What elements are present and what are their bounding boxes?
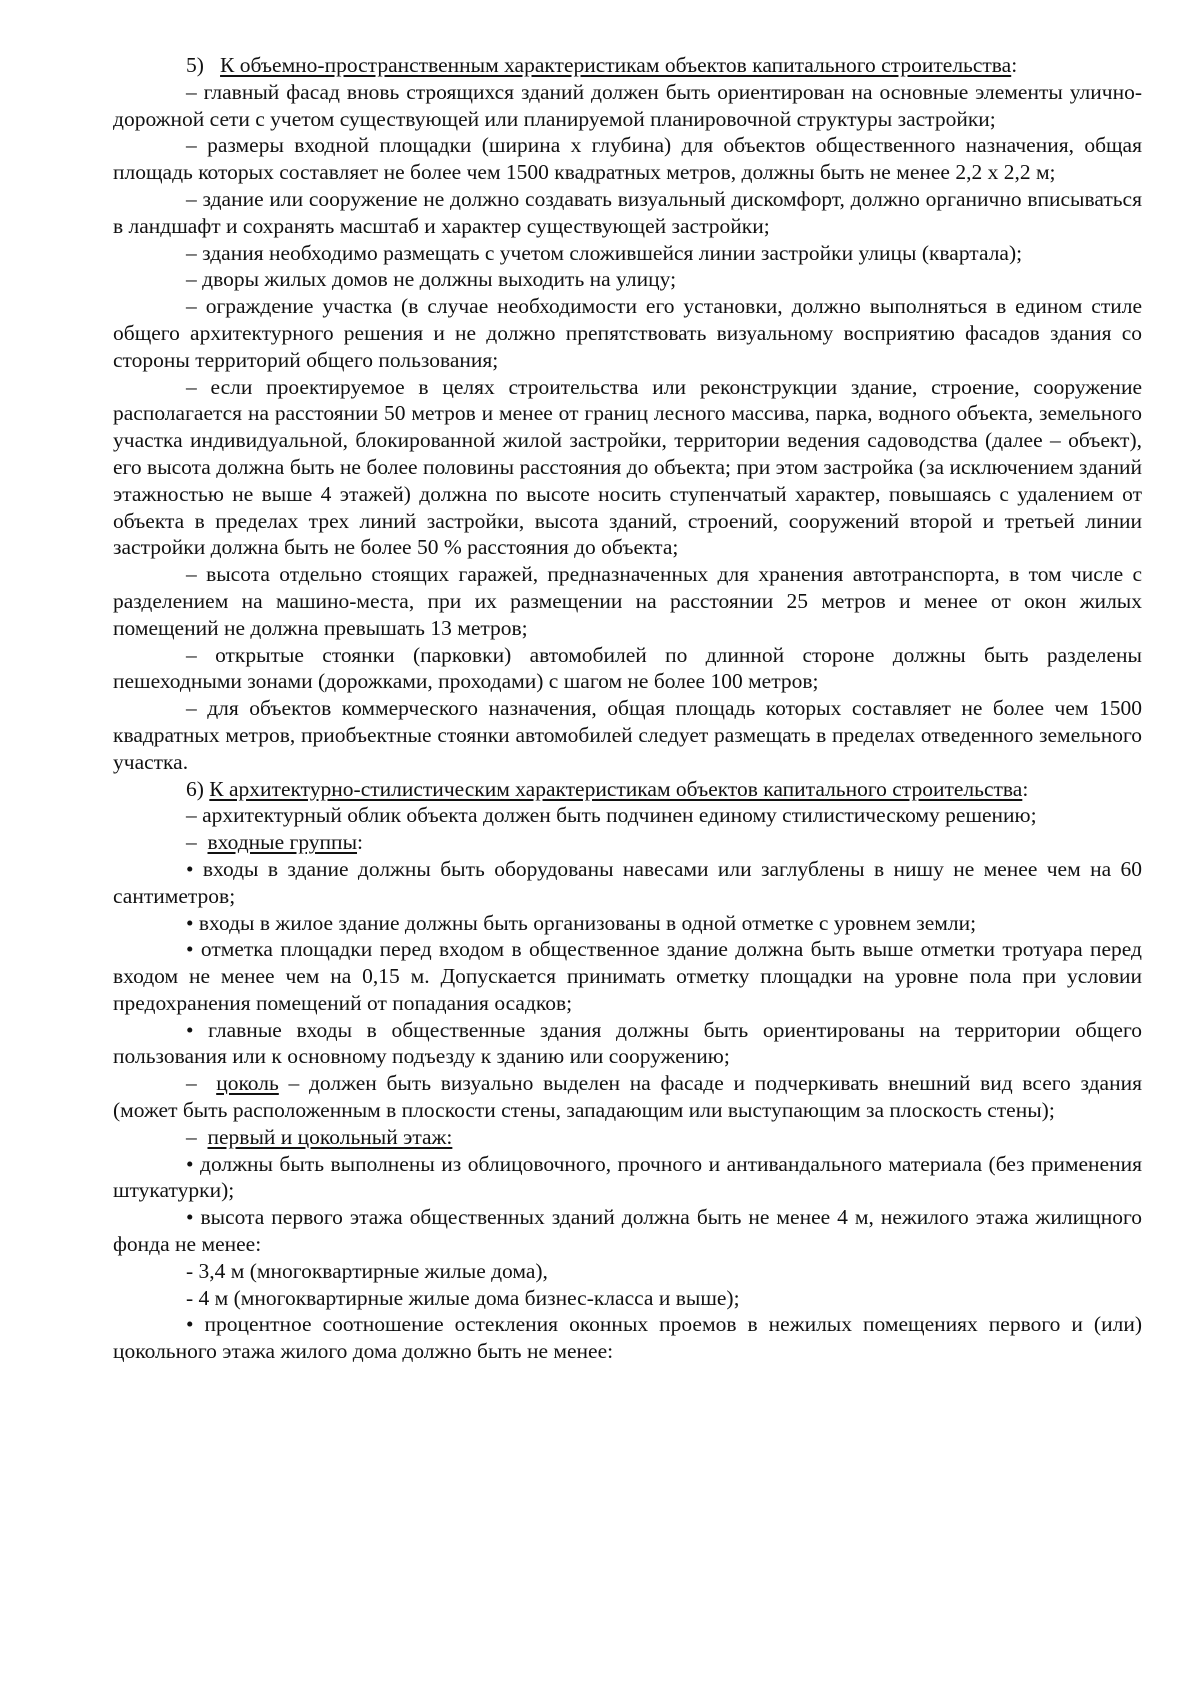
section-6-heading <box>113 776 1142 803</box>
plinth-text: – должен быть визуально выделен на фасаде и подчеркивать внешний вид всего здания (может быть расположенным в плоскости стены, западающим или выступающим за плоскость стены); <box>113 1071 1143 1123</box>
floor-bullet-2: • высота первого этажа общественных зданий должна быть не менее 4 м, нежилого этажа жилищного фонда не менее: <box>113 1205 1142 1257</box>
floor-label: первый и цокольный этаж: <box>207 1124 453 1149</box>
s6-intro: – архитектурный облик объекта должен быть подчинен единому стилистическому решению; <box>186 803 1037 828</box>
s5-item-6: – ограждение участка (в случае необходимости его установки, должно выполняться в едином стиле общего архитектурного решения и не должно препятствовать визуальному восприятию фасадов здания со стороны территорий общего пользования; <box>113 294 1142 372</box>
entry-groups-label: входные группы <box>207 830 358 855</box>
s5-item-9: – открытые стоянки (парковки) автомобилей по длинной стороне должны быть разделены пешеходными зонами (дорожками, проходами) с шагом не более 100 метров; <box>113 642 1142 694</box>
entry-colon: : <box>357 830 363 855</box>
s5-item-7: – если проектируемое в целях строительства или реконструкции здание, строение, сооружение располагается на расстоянии 50 метров и менее от границ лесного массива, парка, водного объекта, земельного участка индивидуальной, блокированной жилой застройки, территории ведения садоводства (далее – объект), его высота должна быть не более половины расстояния до объекта; при этом застройка (за исключением зданий этажностью не выше 4 этажей) должна по высоте носить ступенчатый характер, повышаясь с удалением от объекта в пределах трех линий застройки, высота зданий, строений, сооружений второй и третьей линии застройки должна быть не более 50 % расстояния до объекта; <box>113 374 1142 560</box>
glazing-paragraph: • процентное соотношение остекления оконных проемов в нежилых помещениях первого и (или) цокольного этажа жилого дома должно быть не менее: <box>113 1312 1142 1364</box>
s5-item-4: – здания необходимо размещать с учетом сложившейся линии застройки улицы (квартала); <box>186 240 1023 265</box>
section-6-number: 6) <box>186 776 204 801</box>
entry-bullet-4: • главные входы в общественные здания должны быть ориентированы на территории общего пользования или к основному подъезду к зданию или сооружению; <box>113 1017 1142 1069</box>
s5-item-3: – здание или сооружение не должно создавать визуальный дискомфорт, должно органично вписываться в ландшафт и сохранять масштаб и характер существующей застройки; <box>113 186 1142 238</box>
floor-dash: – <box>186 1124 197 1149</box>
plinth-paragraph <box>113 1070 1142 1124</box>
plinth-label: цоколь <box>216 1071 279 1096</box>
entry-dash: – <box>186 830 197 855</box>
document-page <box>113 52 1142 1365</box>
entry-bullet-2: • входы в жилое здание должны быть организованы в одной отметке с уровнем земли; <box>186 910 977 935</box>
section-5-title: К объемно-пространственным характеристикам объектов капитального строительства <box>220 53 1012 77</box>
s5-item-10: – для объектов коммерческого назначения, общая площадь которых составляет не более чем 1500 квадратных метров, приобъектные стоянки автомобилей следует размещать в пределах отведенного земельного участка. <box>113 696 1142 774</box>
entry-bullet-3: • отметка площадки перед входом в общественное здание должна быть выше отметки тротуара перед входом не менее чем на 0,15 м. Допускается принимать отметку площадки на уровне пола при условии предохранения помещений от попадания осадков; <box>113 937 1142 1015</box>
s5-item-2: – размеры входной площадки (ширина х глубина) для объектов общественного назначения, общая площадь которых составляет не более чем 1500 квадратных метров, должны быть не менее 2,2 х 2,2 м; <box>113 133 1142 185</box>
section-5-colon: : <box>1011 53 1018 77</box>
s5-item-8: – высота отдельно стоящих гаражей, предназначенных для хранения автотранспорта, в том числе с разделением на машино-места, при их размещении на расстоянии 25 метров и менее от окон жилых помещений не должна превышать 13 метров; <box>113 562 1142 640</box>
entry-groups-heading <box>113 829 1142 856</box>
height-item-1: - 3,4 м (многоквартирные жилые дома), <box>186 1258 548 1283</box>
section-5-heading <box>113 52 1142 79</box>
s5-item-1: – главный фасад вновь строящихся зданий должен быть ориентирован на основные элементы улично-дорожной сети с учетом существующей или планируемой планировочной структуры застройки; <box>113 79 1142 131</box>
section-5-number: 5) <box>186 53 204 77</box>
section-6-title: К архитектурно-стилистическим характеристикам объектов капитального строительства <box>209 776 1023 801</box>
entry-bullet-1: • входы в здание должны быть оборудованы навесами или заглублены в нишу не менее чем на 60 сантиметров; <box>113 856 1142 908</box>
plinth-dash: – <box>186 1071 197 1096</box>
floor-heading <box>113 1124 1142 1151</box>
height-item-2: - 4 м (многоквартирные жилые дома бизнес-класса и выше); <box>186 1285 740 1310</box>
s5-item-5: – дворы жилых домов не должны выходить на улицу; <box>186 267 677 292</box>
section-6-colon: : <box>1022 776 1029 801</box>
floor-bullet-1: • должны быть выполнены из облицовочного, прочного и антивандального материала (без применения штукатурки); <box>113 1151 1142 1203</box>
